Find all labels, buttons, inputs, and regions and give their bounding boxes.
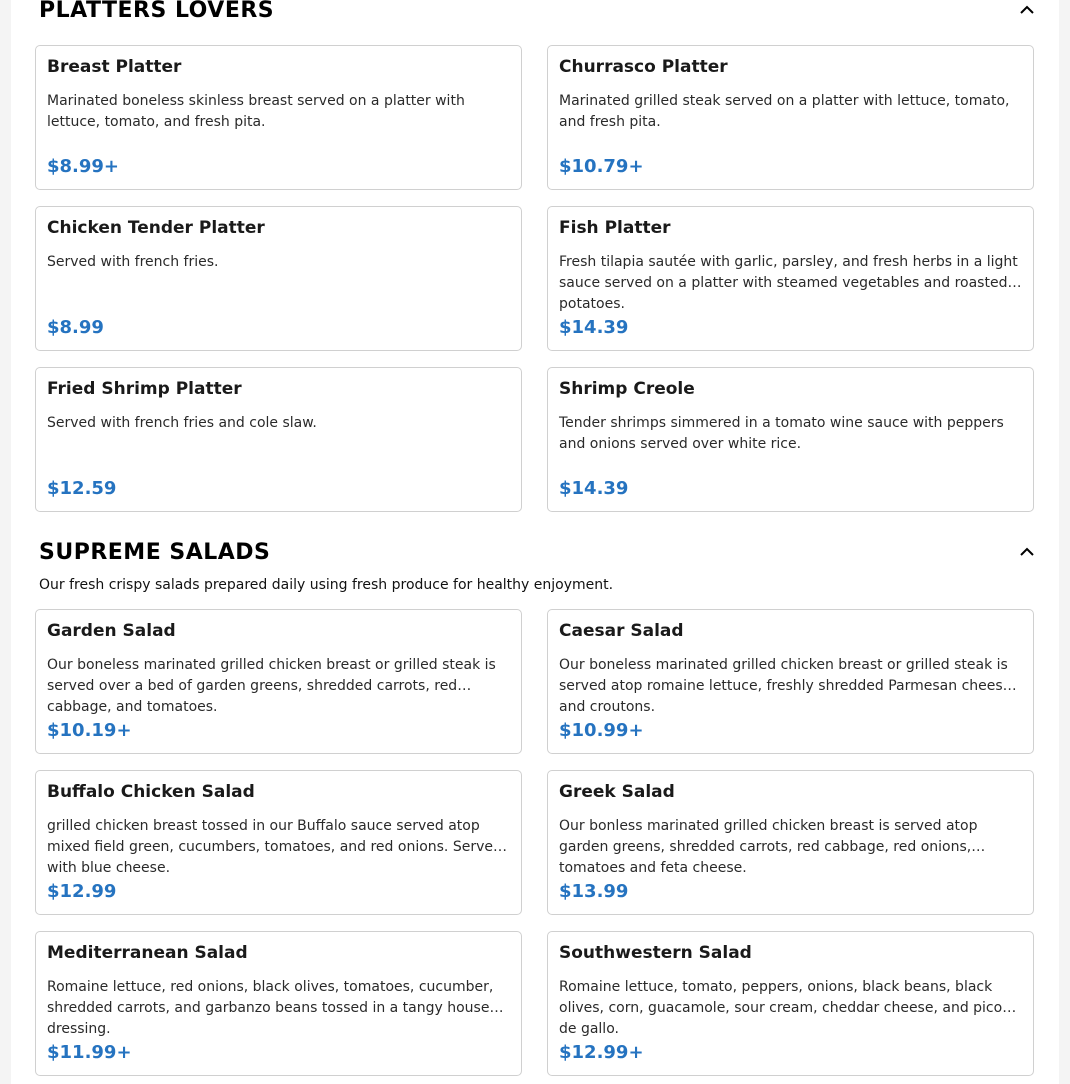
item-description: Served with french fries and cole slaw. (47, 415, 317, 431)
item-name: Greek Salad (559, 782, 675, 802)
section-header[interactable] (39, 0, 1039, 28)
item-name: Southwestern Salad (559, 943, 752, 963)
item-price: $10.99+ (559, 720, 644, 741)
item-price: $10.79+ (559, 156, 644, 177)
menu-item-card[interactable] (35, 45, 522, 190)
item-name: Garden Salad (47, 621, 176, 641)
item-description: Our boneless marinated grilled chicken breast or grilled steak is served over a bed of garden greens, shredded carrots, red cabbage, and tomatoes. (47, 657, 496, 715)
item-price: $13.99 (559, 881, 629, 902)
chevron-up-icon[interactable] (1015, 540, 1039, 564)
menu-item-card[interactable] (547, 931, 1034, 1076)
section-title: PLATTERS LOVERS (39, 0, 275, 23)
section-title: SUPREME SALADS (39, 540, 271, 565)
item-name: Mediterranean Salad (47, 943, 248, 963)
item-name: Caesar Salad (559, 621, 684, 641)
item-description: Our boneless marinated grilled chicken breast or grilled steak is served atop romaine lettuce, freshly shredded Parmesan cheese and croutons. (559, 657, 1012, 715)
item-price: $11.99+ (47, 1042, 132, 1063)
item-price: $12.59 (47, 478, 117, 499)
menu-item-card[interactable] (35, 206, 522, 351)
section-header[interactable] (39, 540, 1039, 570)
item-description: Marinated boneless skinless breast served on a platter with lettuce, tomato, and fresh pita. (47, 93, 465, 130)
item-name: Fried Shrimp Platter (47, 379, 242, 399)
item-price: $12.99 (47, 881, 117, 902)
section-description: Our fresh crispy salads prepared daily using fresh produce for healthy enjoyment. (39, 577, 614, 593)
item-price: $14.39 (559, 478, 629, 499)
menu-item-card[interactable] (547, 770, 1034, 915)
item-description: Fresh tilapia sautée with garlic, parsley, and fresh herbs in a light sauce served on a platter with steamed vegetables and roasted potatoes. (559, 254, 1018, 312)
menu-item-card[interactable] (35, 931, 522, 1076)
menu-item-card[interactable] (35, 367, 522, 512)
chevron-up-icon[interactable] (1015, 0, 1039, 22)
item-price: $10.19+ (47, 720, 132, 741)
item-price: $8.99+ (47, 156, 120, 177)
item-name: Breast Platter (47, 57, 182, 77)
item-name: Chicken Tender Platter (47, 218, 265, 238)
item-description: grilled chicken breast tossed in our Buffalo sauce served atop mixed field green, cucumbers, tomatoes, and red onions. Served with blue cheese. (47, 818, 502, 876)
menu-item-grid (35, 609, 1034, 1076)
item-description: Romaine lettuce, red onions, black olives, tomatoes, cucumber, shredded carrots, and garbanzo beans tossed in a tangy house dressing. (47, 979, 494, 1037)
menu-item-card[interactable] (35, 770, 522, 915)
item-name: Fish Platter (559, 218, 671, 238)
item-name: Shrimp Creole (559, 379, 695, 399)
item-price: $8.99 (47, 317, 104, 338)
menu-item-card[interactable] (547, 45, 1034, 190)
menu-item-card[interactable] (35, 609, 522, 754)
item-description: Romaine lettuce, tomato, peppers, onions, black beans, black olives, corn, guacamole, sour cream, cheddar cheese, and pico de gallo. (559, 979, 1003, 1037)
item-price: $14.39 (559, 317, 629, 338)
item-description: Our bonless marinated grilled chicken breast is served atop garden greens, shredded carrots, red cabbage, red onions, tomatoes and feta cheese. (559, 818, 978, 876)
menu-item-card[interactable] (547, 367, 1034, 512)
item-name: Churrasco Platter (559, 57, 728, 77)
item-description: Marinated grilled steak served on a platter with lettuce, tomato, and fresh pita. (559, 93, 1010, 130)
item-name: Buffalo Chicken Salad (47, 782, 255, 802)
menu-item-card[interactable] (547, 206, 1034, 351)
menu-item-card[interactable] (547, 609, 1034, 754)
item-price: $12.99+ (559, 1042, 644, 1063)
item-description: Served with french fries. (47, 254, 219, 270)
item-description: Tender shrimps simmered in a tomato wine sauce with peppers and onions served over white rice. (559, 415, 1004, 452)
menu-page (11, 0, 1059, 1084)
menu-item-grid (35, 45, 1034, 512)
